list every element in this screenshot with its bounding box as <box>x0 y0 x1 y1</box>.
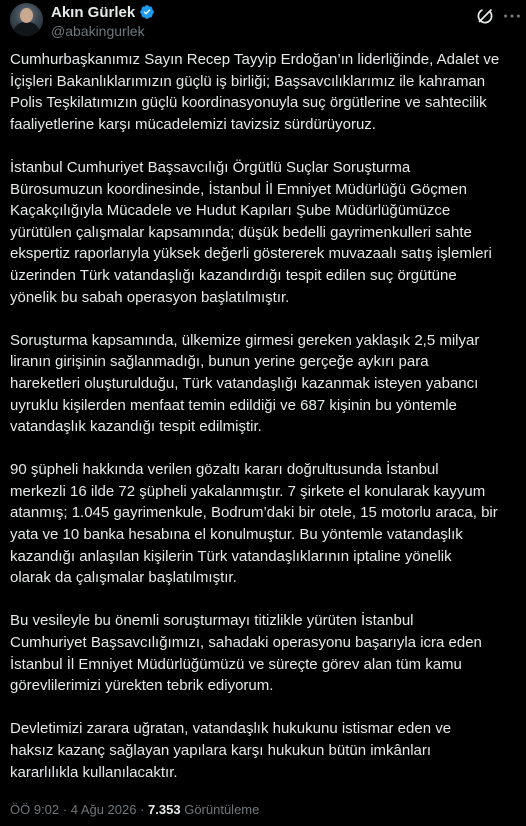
meta-separator: · <box>136 802 149 817</box>
grok-icon[interactable] <box>474 5 496 27</box>
name-row <box>51 3 155 21</box>
avatar-face <box>20 8 33 23</box>
tweet-paragraph: İstanbul Cumhuriyet Başsavcılığı Örgütlü Suçlar Soruşturma Bürosumuzun koordinesinde, İstanbul İl Emniyet Müdürlüğü Göçmen Kaçakçılığıyla Mücadele ve Hudut Kapıları Şube Müdürlüğümüzce yürütülen çalışmalar kapsamında; düşük bedelli gayrimenkulleri sahte ekspertiz raporlarıyla yüksek değerli göstererek muvazaalı satış işlemleri üzerinden Türk vatandaşlığı kazandırdığı tespit edilen suç örgütüne yönelik bu sabah operasyon başlatılmıştır. <box>10 158 492 306</box>
tweet-paragraph: Bu vesileyle bu önemli soruşturmayı titizlikle yürüten İstanbul Cumhuriyet Başsavcılığımızı, sahadaki operasyonu başarıyla icra eden İstanbul İl Emniyet Müdürlüğümüzü ve süreçte görev alan tüm kamu görevlilerimizi yürekten tebrik ediyorum. <box>10 612 482 695</box>
verified-badge-icon <box>139 4 155 20</box>
tweet-text <box>10 49 520 805</box>
tweet-paragraph: Cumhurbaşkanımız Sayın Recep Tayyip Erdoğan’ın liderliğinde, Adalet ve İçişleri Bakanlıklarımızın güçlü iş birliği; Başsavcılıklarımız ile kahraman Polis Teşkilatımızın güçlü koordinasyonuyla suç örgütlerine ve sahtecilik faaliyetlerine karşı mücadelemizi tavizsiz sürdürüyoruz. <box>10 51 500 133</box>
tweet-meta <box>10 802 259 817</box>
tweet-header <box>0 0 526 52</box>
avatar[interactable] <box>10 3 43 36</box>
author-display-name[interactable]: Akın Gürlek <box>51 3 136 21</box>
more-icon[interactable] <box>501 5 523 27</box>
tweet-paragraph: Soruşturma kapsamında, ülkemize girmesi gereken yaklaşık 2,5 milyar liranın girişinin sağlanmadığı, bunun yerine gerçeğe aykırı para hareketleri oluşturulduğu, Türk vatandaşlığı kazanmak isteyen yabancı uyruklu kişilerden menfaat temin edildiği ve 687 kişinin bu yöntemle vatandaşlık kazandığı tespit edilmiştir. <box>10 331 480 436</box>
tweet-paragraph: Devletimizi zarara uğratan, vatandaşlık hukukunu istismar eden ve haksız kazanç sağlayan yapılara karşı hukukun bütün imkânları kararlılıkla kullanılacaktır. <box>10 720 452 781</box>
views-count: 7.353 <box>148 802 181 817</box>
tweet-paragraph: 90 şüpheli hakkında verilen gözaltı kararı doğrultusunda İstanbul merkezli 16 ilde 72 şüpheli yakalanmıştır. 7 şirkete el konularak kayyum atanmış; 1.045 gayrimenkule, Bodrum’daki bir otele, 15 motorlu araca, bir yata ve 10 banka hesabına el konulmuştur. Bu yöntemle vatandaşlık kazandığı anlaşılan kişilerin Türk vatandaşlıklarının iptaline yönelik olarak da çalışmalar başlatılmıştır. <box>10 461 498 587</box>
author-handle[interactable]: @abakingurlek <box>51 23 145 39</box>
avatar-suit <box>13 22 40 36</box>
views-label: Görüntüleme <box>180 802 260 817</box>
tweet-timestamp[interactable]: ÖÖ 9:02 · 4 Ağu 2026 <box>10 802 137 817</box>
